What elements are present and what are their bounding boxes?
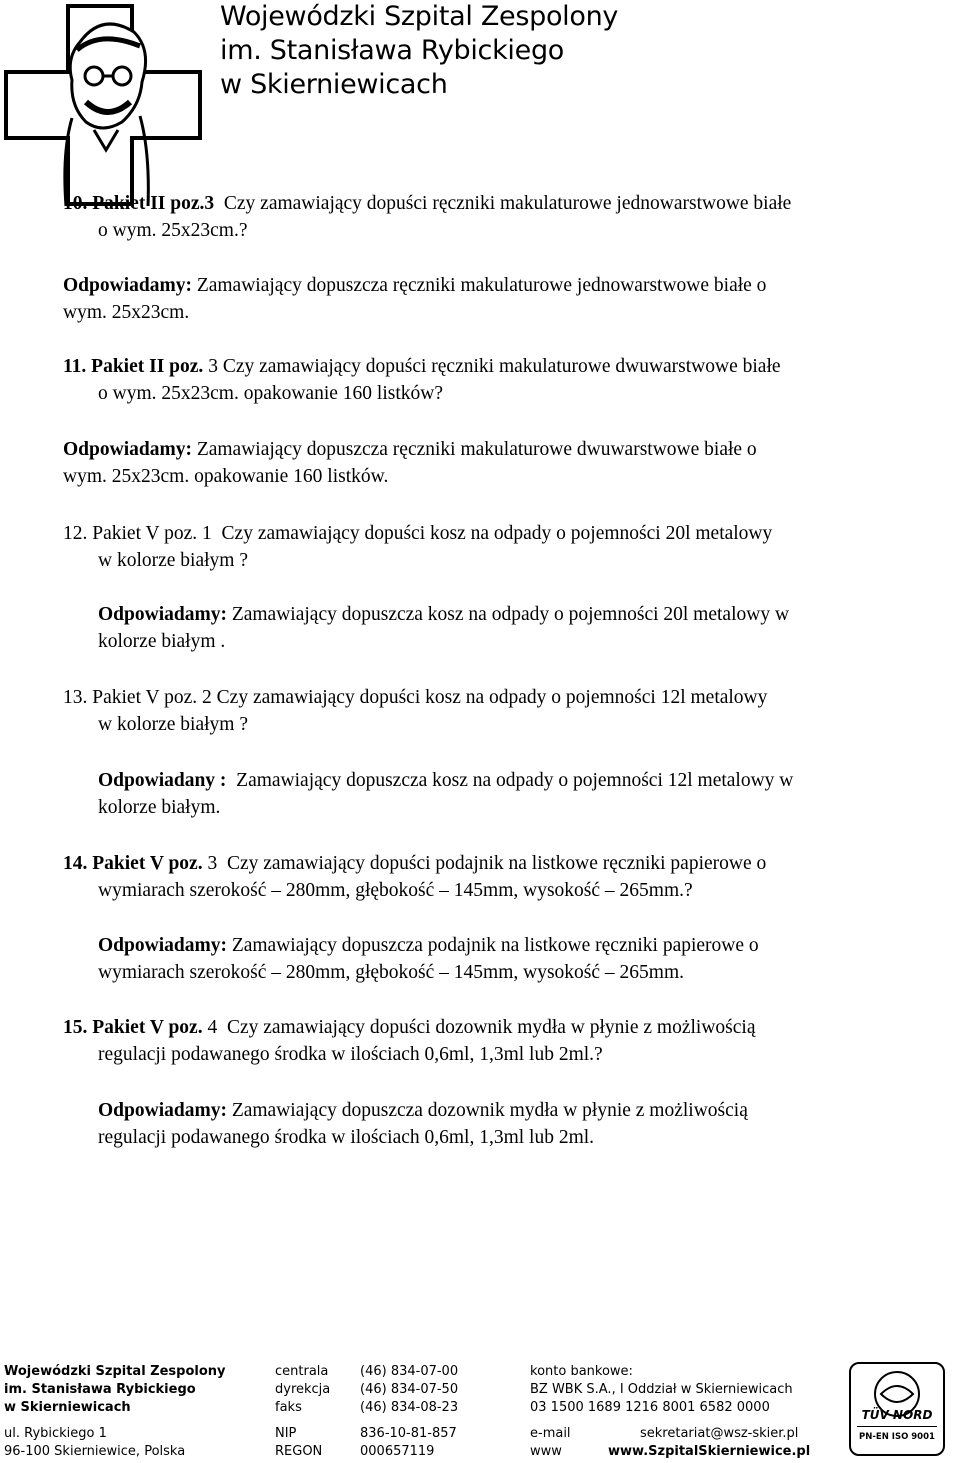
contact-label: NIP xyxy=(275,1426,297,1441)
footer-hospital-name: Wojewódzki Szpital Zespolony xyxy=(4,1364,226,1379)
contact-value: 836-10-81-857 xyxy=(360,1426,457,1441)
tuv-brand: TÜV NORD xyxy=(861,1408,933,1422)
bank-label: konto bankowe: xyxy=(530,1364,633,1379)
header-city: w Skierniewicach xyxy=(220,69,448,100)
question-11: 11. Pakiet II poz. 3 Czy zamawiający dopuści ręczniki makulaturowe dwuwarstwowe białe o wym. 25x23cm. opakowanie 160 listków? xyxy=(63,356,781,404)
header-patron-name: im. Stanisława Rybickiego xyxy=(220,35,565,66)
contact-value: 000657119 xyxy=(360,1444,435,1459)
contact-value: (46) 834-07-50 xyxy=(360,1382,459,1397)
footer-patron-name: im. Stanisława Rybickiego xyxy=(4,1382,196,1397)
email-label: e-mail xyxy=(530,1426,571,1441)
footer-city: w Skierniewicach xyxy=(4,1400,131,1415)
answer-15: Odpowiadamy: Zamawiający dopuszcza dozownik mydła w płynie z możliwością regulacji podawanego środka w ilościach 0,6ml, 1,3ml lub 2ml. xyxy=(98,1100,748,1148)
question-15: 15. Pakiet V poz. 4 Czy zamawiający dopuści dozownik mydła w płynie z możliwością regulacji podawanego środka w ilościach 0,6ml, 1,3ml lub 2ml.? xyxy=(63,1017,756,1065)
answer-10: Odpowiadamy: Zamawiający dopuszcza ręczniki makulaturowe jednowarstwowe białe o wym. 25x23cm. xyxy=(63,275,767,323)
bank-account: 03 1500 1689 1216 8001 6582 0000 xyxy=(530,1400,770,1415)
contact-value: (46) 834-07-00 xyxy=(360,1364,459,1379)
iso-standard: PN-EN ISO 9001 xyxy=(859,1432,935,1442)
answer-13: Odpowiadany : Zamawiający dopuszcza kosz na odpady o pojemności 12l metalowy w kolorze białym. xyxy=(98,770,794,818)
question-13: 13. Pakiet V poz. 2 Czy zamawiający dopuści kosz na odpady o pojemności 12l metalowy w kolorze białym ? xyxy=(63,687,768,735)
answer-11: Odpowiadamy: Zamawiający dopuszcza ręczniki makulaturowe dwuwarstwowe białe o wym. 25x23cm. opakowanie 160 listków. xyxy=(63,439,757,487)
portrait-icon xyxy=(65,24,148,206)
contact-label: faks xyxy=(275,1400,302,1415)
footer-postal: 96-100 Skierniewice, Polska xyxy=(4,1444,186,1459)
contact-value: (46) 834-08-23 xyxy=(360,1400,459,1415)
tuv-certificate-badge xyxy=(849,1362,945,1456)
footer-street: ul. Rybickiego 1 xyxy=(4,1426,107,1441)
website-link[interactable]: www.SzpitalSkierniewice.pl xyxy=(608,1444,811,1459)
question-10: 10. Pakiet II poz.3 Czy zamawiający dopuści ręczniki makulaturowe jednowarstwowe białe o wym. 25x23cm.? xyxy=(63,193,792,241)
contact-label: dyrekcja xyxy=(275,1382,331,1397)
bank-name: BZ WBK S.A., I Oddział w Skierniewicach xyxy=(530,1382,793,1397)
header-hospital-name: Wojewódzki Szpital Zespolony xyxy=(220,1,619,32)
www-label: www xyxy=(530,1444,562,1459)
question-12: 12. Pakiet V poz. 1 Czy zamawiający dopuści kosz na odpady o pojemności 20l metalowy w kolorze białym ? xyxy=(63,523,773,571)
hospital-logo xyxy=(2,2,207,207)
question-14: 14. Pakiet V poz. 3 Czy zamawiający dopuści podajnik na listkowe ręczniki papierowe o wymiarach szerokość – 280mm, głębokość – 145mm, wysokość – 265mm.? xyxy=(63,853,767,901)
contact-label: centrala xyxy=(275,1364,329,1379)
divider xyxy=(857,1426,937,1427)
email-link[interactable]: sekretariat@wsz-skier.pl xyxy=(640,1426,799,1441)
answer-12: Odpowiadamy: Zamawiający dopuszcza kosz na odpady o pojemności 20l metalowy w kolorze białym . xyxy=(98,604,790,652)
contact-label: REGON xyxy=(275,1444,323,1459)
answer-14: Odpowiadamy: Zamawiający dopuszcza podajnik na listkowe ręczniki papierowe o wymiarach szerokość – 280mm, głębokość – 145mm, wysokość – 265mm. xyxy=(98,935,759,983)
